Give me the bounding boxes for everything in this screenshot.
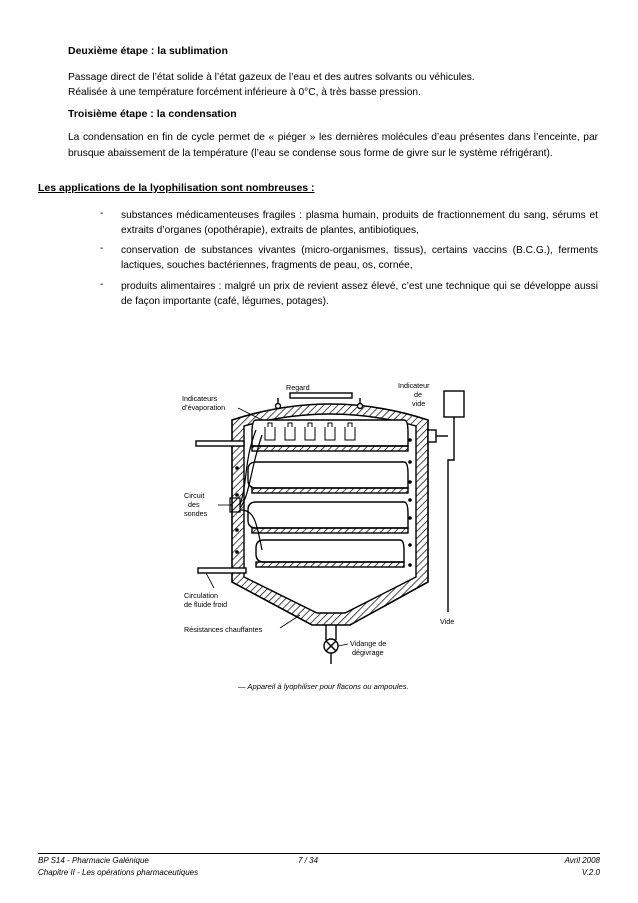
vacuum-gauge (436, 391, 464, 612)
page-number: 7 / 34 (298, 856, 319, 865)
condensation-title: Troisième étape : la condensation (68, 108, 237, 120)
label-vidange-2: dégivrage (352, 648, 384, 657)
label-vide: Vide (440, 617, 455, 626)
footer-right-bottom: V.2.0 (581, 868, 600, 877)
label-resistances: Résistances chauffantes (184, 625, 263, 634)
label-regard: Regard (286, 383, 310, 392)
label-indicateurs-2: d’évaporation (182, 403, 226, 412)
sublimation-line-1: Passage direct de l’état solide à l’état gazeux de l’eau et des autres solvants ou véhicules. (68, 72, 475, 83)
bullet-dash: - (100, 208, 104, 219)
label-circulation-2: de fluide froid (184, 600, 228, 609)
application-item-3: produits alimentaires : malgré un prix de revient assez élevé, c’est une technique qui se développe aussi de façon importante (café, légumes, potages). (121, 281, 598, 307)
sublimation-line-2: Réalisée à une température forcément inférieure à 0°C, à très basse pression. (68, 87, 421, 98)
sublimation-title: Deuxième étape : la sublimation (68, 45, 228, 57)
footer-left-bottom: Chapitre II - Les opérations pharmaceutiques (38, 868, 199, 877)
label-circuit-1: Circuit (184, 491, 205, 500)
figure-caption: — Appareil à lyophiliser pour flacons ou ampoules. (238, 682, 409, 691)
label-indicateur-vide-2: de (414, 390, 422, 399)
application-item-2: conservation de substances vivantes (micro-organismes, tissus), certains vaccins (B.C.G.), ferments lactiques, souches bactériennes, fragments de peau, os, cornée, (121, 245, 598, 271)
sublimation-text (68, 70, 598, 100)
application-item-1: substances médicamenteuses fragiles : plasma humain, produits de fractionnement du sang, sérums et extraits d’organes (opothérapie), extraits de plantes, antibiotiques, (121, 210, 598, 236)
label-indicateur-vide-3: vide (412, 399, 426, 408)
label-circuit-2: des (188, 500, 200, 509)
shelves (248, 420, 408, 567)
label-circulation-1: Circulation (184, 591, 218, 600)
condensation-text: La condensation en fin de cycle permet de « piéger » les dernières molécules d’eau présentes dans l’enceinte, par brusque abaissement de la température (l’eau se condense sous forme de givre sur le système réfrigérant). (68, 132, 598, 159)
applications-heading: Les applications de la lyophilisation sont nombreuses : (38, 182, 315, 194)
lyophilizer-diagram (160, 380, 480, 695)
bullet-dash: - (100, 243, 104, 254)
footer-rule (38, 853, 600, 854)
label-vidange-1: Vidange de (350, 639, 387, 648)
bullet-dash: - (100, 279, 104, 290)
label-circuit-3: sondes (184, 509, 208, 518)
footer-right-top: Avril 2008 (564, 856, 600, 865)
drain-valve (324, 625, 338, 664)
label-indicateurs-1: Indicateurs (182, 394, 218, 403)
label-indicateur-vide-1: Indicateur (398, 381, 430, 390)
footer-left-top: BP S14 - Pharmacie Galénique (38, 856, 149, 865)
